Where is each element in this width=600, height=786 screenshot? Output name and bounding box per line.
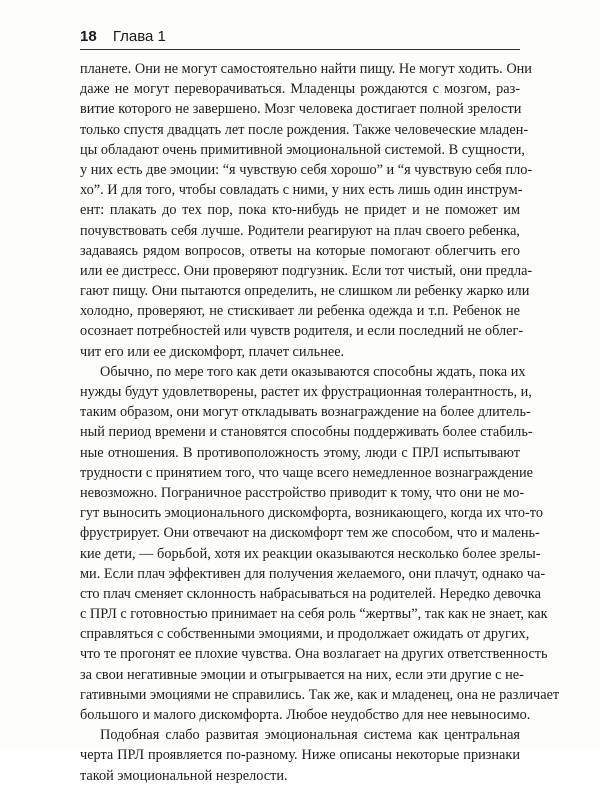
text-line: нужды будут удовлетворены, растет их фрустрационная толерантность, и, <box>80 384 532 400</box>
text-line: холодно, проверяют, не стискивает ли ребенка одежда и т.п. Ребенок не <box>80 303 520 320</box>
text-line: что те прогонят ее плохие чувства. Она возлагает на других ответственность <box>80 646 548 663</box>
text-line: кие дети, — борьбой, хотя их реакции оказываются несколько более зрелы- <box>80 545 541 562</box>
text-line: ент: плакать до тех пор, пока кто-нибудь не придет и не поможет им <box>80 202 520 219</box>
text-line: чит его или ее дискомфорт, плачет сильнее. <box>80 343 345 360</box>
text-line: цы обладают очень примитивной эмоциональной системой. В сущности, <box>80 141 525 158</box>
paragraph-3 <box>80 725 520 786</box>
text-line: осознает потребностей или чувств родителя, и если последний не облег- <box>80 323 524 340</box>
text-line: невозможно. Пограничное расстройство приводит к тому, что они не мо- <box>80 484 525 501</box>
header-rule <box>80 49 520 50</box>
text-line: Обычно, по мере того как дети оказываются способны ждать, пока их <box>100 363 526 380</box>
text-line: Подобная слабо развитая эмоциональная система как центральная <box>100 727 520 744</box>
text-line: ный период времени и становятся способны поддерживать более стабиль- <box>80 424 533 441</box>
body-text <box>80 59 560 786</box>
text-line: почувствовать себя лучше. Родители реагируют на плач своего ребенка, <box>80 222 520 239</box>
text-line: такой эмоциональной незрелости. <box>80 767 288 784</box>
page-number: 18 <box>80 28 97 45</box>
text-line: таким образом, они могут откладывать вознаграждение на более длитель- <box>80 404 531 421</box>
chapter-label: Глава 1 <box>112 28 166 45</box>
running-head <box>80 27 520 47</box>
paragraph-2 <box>80 362 560 725</box>
text-line: у них есть две эмоции: “я чувствую себя хорошо” и “я чувствую себя пло- <box>80 161 533 178</box>
text-line: сто плач сменяет склонность набрасываться на родителей. Нередко девочка <box>80 585 541 602</box>
text-line: за свои негативные эмоции и отыгрывается на них, если эти другие с не- <box>80 666 524 683</box>
text-line: черта ПРЛ проявляется по-разному. Ниже описаны некоторые признаки <box>80 747 520 764</box>
text-line: большого и малого дискомфорта. Любое неудобство для нее невыносимо. <box>80 707 531 723</box>
text-line: даже не могут переворачиваться. Младенцы рождаются с мозгом, раз- <box>80 81 520 98</box>
text-line: гативными эмоциями не справились. Так же, как и младенец, она не различает <box>80 686 560 703</box>
text-line: хо”. И для того, чтобы совладать с ними, у них есть лишь один инструм- <box>80 182 523 199</box>
paragraph-1 <box>80 59 533 362</box>
text-line: гут выносить эмоционального дискомфорта, возникающего, когда их что-то <box>80 505 543 522</box>
text-line: справляться с собственными эмоциями, и продолжает ожидать от других, <box>80 626 530 643</box>
text-line: гают пищу. Они пытаются определить, не слишком ли ребенку жарко или <box>80 283 530 300</box>
text-line: фрустрирует. Они отвечают на дискомфорт тем же способом, что и малень- <box>80 525 540 542</box>
text-line: или ее дистресс. Они проверяют подгузник. Если тот чистый, они предла- <box>80 262 533 279</box>
text-line: трудности с принятием того, что чаще всего немедленное вознаграждение <box>80 464 534 481</box>
text-line: планете. Они не могут самостоятельно найти пищу. Не могут ходить. Они <box>80 61 532 77</box>
text-line: ми. Если плач эффективен для получения желаемого, они плачут, однако ча- <box>80 565 546 582</box>
text-line: задаваясь рядом вопросов, ответы на которые помогают облегчить его <box>80 242 520 259</box>
text-line: с ПРЛ с готовностью принимает на себя роль “жертвы”, так как не знает, как <box>80 606 548 623</box>
text-line: ные отношения. В противоположность этому, люди с ПРЛ испытывают <box>80 444 520 461</box>
text-line: витие которого не завершено. Мозг человека достигает полной зрелости <box>80 101 522 118</box>
text-line: только спустя двадцать лет после рождения. Также человеческие младен- <box>80 121 529 138</box>
